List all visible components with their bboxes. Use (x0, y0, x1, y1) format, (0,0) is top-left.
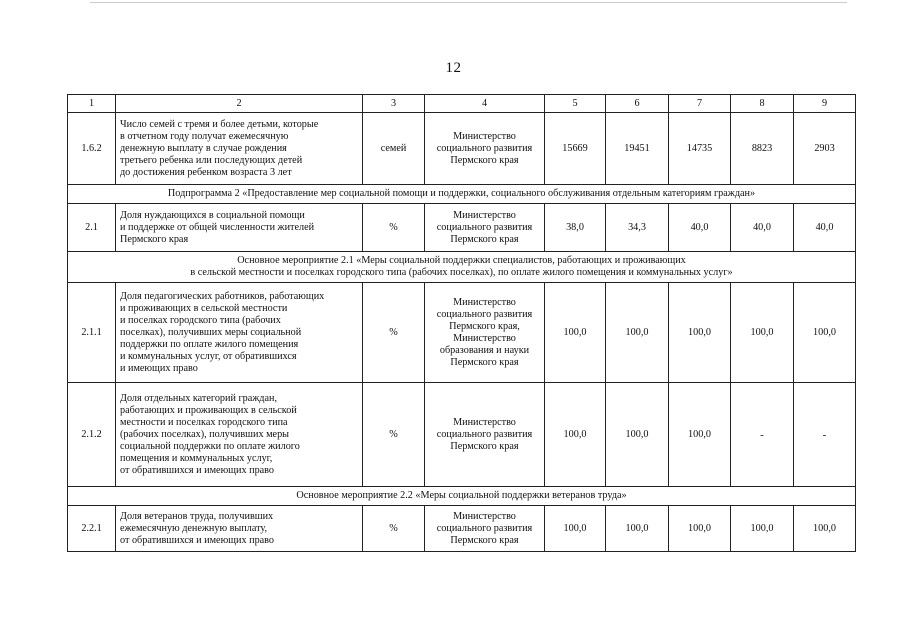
section-row (68, 252, 856, 283)
value-cell: 19451 (606, 113, 669, 185)
responsible-ministry: Министерство социального развития Пермского края (425, 204, 545, 252)
responsible-ministry: Министерство социального развития Пермского края (425, 383, 545, 487)
value-cell: 40,0 (794, 204, 856, 252)
header-row (68, 95, 856, 113)
value-cell: 14735 (669, 113, 731, 185)
indicators-table (67, 94, 856, 552)
section-heading: Основное мероприятие 2.2 «Меры социальной поддержки ветеранов труда» (68, 487, 856, 506)
section-row (68, 487, 856, 506)
header-cell: 1 (68, 95, 116, 113)
unit-cell: % (363, 506, 425, 552)
row-code: 2.1.1 (68, 283, 116, 383)
value-cell: 15669 (545, 113, 606, 185)
unit-cell: % (363, 204, 425, 252)
page-number: 12 (445, 60, 462, 76)
value-cell: 40,0 (669, 204, 731, 252)
table-row (68, 283, 856, 383)
value-cell: 100,0 (606, 283, 669, 383)
value-cell: 100,0 (794, 506, 856, 552)
indicator-text: Число семей с тремя и более детьми, которые в отчетном году получат ежемесячную денежную выплату в случае рождения третьего ребенка или последующих детей до достижения ребенком возраста 3 лет (116, 113, 363, 185)
row-code: 2.1.2 (68, 383, 116, 487)
value-cell: - (794, 383, 856, 487)
header-cell: 9 (794, 95, 856, 113)
row-code: 1.6.2 (68, 113, 116, 185)
value-cell: 8823 (731, 113, 794, 185)
header-cell: 2 (116, 95, 363, 113)
unit-cell: % (363, 383, 425, 487)
header-cell: 3 (363, 95, 425, 113)
value-cell: 100,0 (669, 283, 731, 383)
value-cell: 100,0 (669, 383, 731, 487)
value-cell: 100,0 (545, 283, 606, 383)
value-cell: 100,0 (731, 506, 794, 552)
value-cell: - (731, 383, 794, 487)
header-cell: 7 (669, 95, 731, 113)
unit-cell: семей (363, 113, 425, 185)
value-cell: 100,0 (731, 283, 794, 383)
value-cell: 100,0 (669, 506, 731, 552)
value-cell: 34,3 (606, 204, 669, 252)
header-cell: 6 (606, 95, 669, 113)
responsible-ministry: Министерство социального развития Пермского края (425, 506, 545, 552)
indicator-text: Доля педагогических работников, работающих и проживающих в сельской местности и поселках городского типа (рабочих поселках), получивших меры социальной поддержки по оплате жилого помещения и коммунальных услуг, от обратившихся и имеющих право (116, 283, 363, 383)
value-cell: 100,0 (545, 383, 606, 487)
table-row (68, 506, 856, 552)
value-cell: 100,0 (606, 506, 669, 552)
responsible-ministry: Министерство социального развития Пермского края, Министерство образования и науки Пермского края (425, 283, 545, 383)
scan-edge-line (90, 2, 847, 3)
value-cell: 100,0 (545, 506, 606, 552)
value-cell: 100,0 (606, 383, 669, 487)
table-row (68, 204, 856, 252)
section-heading: Основное мероприятие 2.1 «Меры социальной поддержки специалистов, работающих и проживающих в сельской местности и поселках городского типа (рабочих поселках), по оплате жилого помещения и коммунальных услуг» (68, 252, 856, 283)
section-heading: Подпрограмма 2 «Предоставление мер социальной помощи и поддержки, социального обслуживания отдельным категориям граждан» (68, 185, 856, 204)
table-row (68, 113, 856, 185)
value-cell: 100,0 (794, 283, 856, 383)
value-cell: 38,0 (545, 204, 606, 252)
section-row (68, 185, 856, 204)
row-code: 2.1 (68, 204, 116, 252)
row-code: 2.2.1 (68, 506, 116, 552)
header-cell: 5 (545, 95, 606, 113)
header-cell: 8 (731, 95, 794, 113)
indicator-text: Доля отдельных категорий граждан, работающих и проживающих в сельской местности и поселках городского типа (рабочих поселках), получивших меры социальной поддержки по оплате жилого помещения и коммунальных услуг, от обратившихся и имеющих право (116, 383, 363, 487)
indicator-text: Доля ветеранов труда, получивших ежемесячную денежную выплату, от обратившихся и имеющих право (116, 506, 363, 552)
value-cell: 40,0 (731, 204, 794, 252)
header-cell: 4 (425, 95, 545, 113)
indicator-text: Доля нуждающихся в социальной помощи и поддержке от общей численности жителей Пермского края (116, 204, 363, 252)
responsible-ministry: Министерство социального развития Пермского края (425, 113, 545, 185)
unit-cell: % (363, 283, 425, 383)
table-row (68, 383, 856, 487)
value-cell: 2903 (794, 113, 856, 185)
